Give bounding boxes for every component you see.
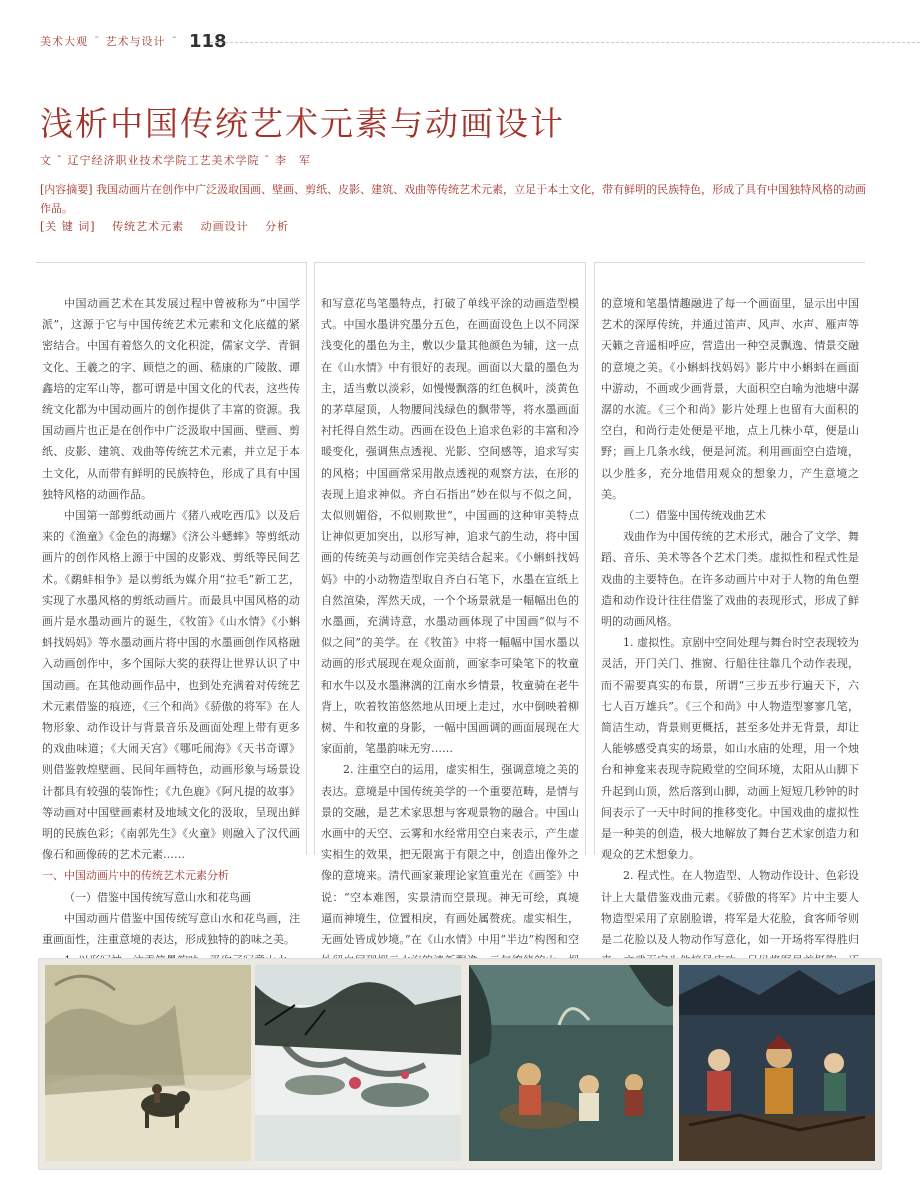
abstract-label: [内容摘要] (40, 183, 93, 196)
body-paragraph: 中国第一部剪纸动画片《猪八戒吃西瓜》以及后来的《渔童》《金色的海螺》《济公斗蟋蟀》等剪纸动画片的创作风格上源于中国的皮影戏、剪纸等民间艺术。《鹬蚌相争》是以剪纸为媒介用“拉毛”新工艺，实现了水墨风格的剪纸动画片。而最具中国风格的动画片是水墨动画片的诞生，《牧笛》《山水情》《小蝌蚪找妈妈》等水墨动画片将中国的水墨画创作风格融入动画创作中，多个国际大奖的获得让世界认识了中国动画。在其他动画作品中，也到处充满着对传统艺术元素借鉴的痕迹，《三个和尚》《骄傲的将军》在人物形象、动作设计与背景音乐及画面处理上带有更多的戏曲味道；《大闹天宫》《哪吒闹海》《天书奇谭》则借鉴敦煌壁画、民间年画特色，动画形象与场景设计都具有较强的装饰性；《九色鹿》《阿凡提的故事》等动画对中国壁画素材及地域文化的汲取，呈现出鲜明的民族色彩；《南郭先生》《火童》则融入了汉代画像石和画像砖的艺术元素…… (42, 509, 300, 862)
section-label: 美术大观 (40, 35, 88, 48)
keyword: 动画设计 (200, 220, 249, 233)
article-title: 浅析中国传统艺术元素与动画设计 (40, 104, 565, 143)
section-heading: 一、中国动画片中的传统艺术元素分析 (42, 869, 229, 883)
abstract-text: 我国动画片在创作中广泛汲取国画、壁画、剪纸、皮影、建筑、戏曲等传统艺术元素，立足于本土文化，带有鲜明的民族特色，形成了具有中国独特风格的动画作品。 (40, 183, 867, 215)
body-paragraph: 戏曲作为中国传统的艺术形式，融合了文学、舞蹈、音乐、美术等各个艺术门类。虚拟性和程式性是戏曲的主要特色。在许多动画片中对于人物的角色塑造和动作设计往往借鉴了戏曲的表现形式，形成了鲜明的动画风格。 (601, 530, 859, 629)
separator-glyph: ¯ (94, 34, 100, 48)
subsection-heading: （二）借鉴中国传统戏曲艺术 (623, 509, 766, 523)
figure-opera-general-scene (679, 965, 875, 1161)
figure-strip (38, 958, 882, 1170)
body-paragraph: 和写意花鸟笔墨特点，打破了单线平涂的动画造型模式。中国水墨讲究墨分五色，在画面设色上以不同深浅变化的墨色为主，敷以少量其他颜色为辅，这一点在《山水情》中有很好的表现。画面以大量的墨色为主，适当敷以淡彩，如慢慢飘落的红色枫叶，淡黄色的茅草屋顶，人物腰间浅绿色的飘带等，将水墨画面衬托得自然生动。西画在设色上追求色彩的丰富和冷暖变化，强调焦点透视、光影、空间感等，追求写实的风格；中国画常采用散点透视的观察方法，在形的表现上追求神似。齐白石指出“妙在似与不似之间，太似则媚俗，不似则欺世”，中国画的这种审美特点让神似更加突出，以形写神，追求气韵生动，将中国画的传统美与动画创作完美结合起来。《小蝌蚪找妈妈》中的小动物造型取自齐白石笔下，水墨在宣纸上自然渲染，浑然天成，一个个场景就是一幅幅出色的水墨画，充满诗意，水墨动画体现了中国画“似与不似之间”的美学。在《牧笛》中将一幅幅中国水墨以动画的形式展现在观众面前，画家李可染笔下的牧童和水牛以及水墨淋漓的江南水乡情景，牧童骑在老牛背上，吹着牧笛悠然地从田埂上走过，水中倒映着柳树、牛和牧童的身影，一幅中国画调的画面展现在大家面前，笔墨韵味无穷…… (321, 297, 579, 756)
body-paragraph: 的意境和笔墨情趣融进了每一个画面里，显示出中国艺术的深厚传统，并通过笛声、风声、水声、雁声等天籁之音遥相呼应，营造出一种空灵飘逸、情景交融的意境之美。《小蝌蚪找妈妈》影片中小蝌蚪在画面中游动，不画或少画背景，大面积空白喻为池塘中潺潺的水流。《三个和尚》影片处理上也留有大面积的空白，和尚行走处便是平地，点上几株小草，便是山野；画上几条水线，便是河流。利用画面空白造境，以少胜多，充分地借用观众的想象力，产生意境之美。 (601, 297, 859, 501)
page-number: 118 (189, 30, 227, 52)
keyword: 传统艺术元素 (112, 220, 185, 233)
figure-ink-landscape-oxherd (45, 965, 251, 1161)
abstract (40, 180, 870, 218)
keywords-label: [关 键 词] (40, 220, 96, 233)
figure-ink-lotus-pond (255, 965, 461, 1161)
text-column-2 (314, 262, 586, 947)
body-paragraph: 1. 虚拟性。京剧中空间处理与舞台时空表现较为灵活，开门关门、推窗、行船往往靠几个动作表现，而不需要真实的布景，所谓“三步五步行遍天下，六七人百万雄兵”。《三个和尚》中人物造型寥寥几笔，简洁生动，背景则更概括，甚至多处并无背景，却让人能够感受真实的场景，如山水庙的处理，用一个烛台和神龛来表现寺院殿堂的空间环境，太阳从山脚下升起到山顶，然后落到山脚，动画上短短几秒钟的时间表示了一天中时间的推移变化。中国戏曲的虚拟性是一种美的创造，极大地解放了舞台艺术家创造力和观众的艺术想象力。 (601, 636, 859, 862)
figure-mural-figures (469, 965, 673, 1161)
running-header (40, 30, 227, 52)
body-paragraph: 中国动画艺术在其发展过程中曾被称为“中国学派”，这源于它与中国传统艺术元素和文化底蕴的紧密结合。中国有着悠久的文化积淀，儒家文学、青铜文化、王羲之的字、顾恺之的画、嵇康的广陵散、谭鑫培的定军山等，都可谓是中国文化的代表，这些传统文化都为中国动画片的创作提供了丰富的资源。我国动画片也正是在创作中广泛汲取中国画、壁画、剪纸、皮影、建筑、戏曲等传统艺术元素，并立足于本土文化，从而带有鲜明的民族特色，形成了具有中国独特风格的动画作品。 (42, 297, 300, 501)
oxherd-painting-image (45, 965, 251, 1161)
keyword: 分析 (265, 220, 290, 233)
mural-scene-image (469, 965, 673, 1161)
header-rule (210, 42, 920, 43)
body-paragraph: 2. 程式性。在人物造型、人物动作设计、色彩设计上大量借鉴戏曲元素。《骄傲的将军》片中主要人物造型采用了京剧脸谱，将军是大花脸，食客师爷则是二花脸以及人物动作写意化，如一开场将军得胜归 (601, 869, 859, 947)
keywords (40, 218, 289, 234)
text-column-3 (594, 262, 865, 947)
opera-scene-image (679, 965, 875, 1161)
body-paragraph: 2. 注重空白的运用，虚实相生，强调意境之美的表达。意境是中国传统美学的一个重要范畴，是情与景的交融，是艺术家思想与客观景物的融合。中国山水画中的天空、云雾和水经常用空白来表示，产生虚实相生的效果，把无限寓于有限之中，创造出像外之像的意境来。清代画家兼理论家笪重光在《画筌》中说：“空本难图，实景清而空景现。神无可绘，真境逼而神境生，位置相戾，有画处属赘疣。虚实相生，无画处皆成妙境。”在《山水情》中用“半边”构图和空 (321, 763, 579, 947)
author-line: 文 ¯ 辽宁经济职业技术学院工艺美术学院 ¯ 李 军 (40, 154, 311, 167)
separator-glyph: ¯ (171, 34, 177, 48)
lotus-pond-painting-image (255, 965, 461, 1161)
subsection-heading: （一）借鉴中国传统写意山水和花鸟画 (64, 890, 251, 904)
body-paragraph: 中国动画片借鉴中国传统写意山水和花鸟画，注重画面性，注重意境的表达，形成独特的韵味之美。 (42, 911, 300, 947)
subsection-label: 艺术与设计 (105, 35, 166, 48)
text-column-1 (36, 262, 307, 947)
